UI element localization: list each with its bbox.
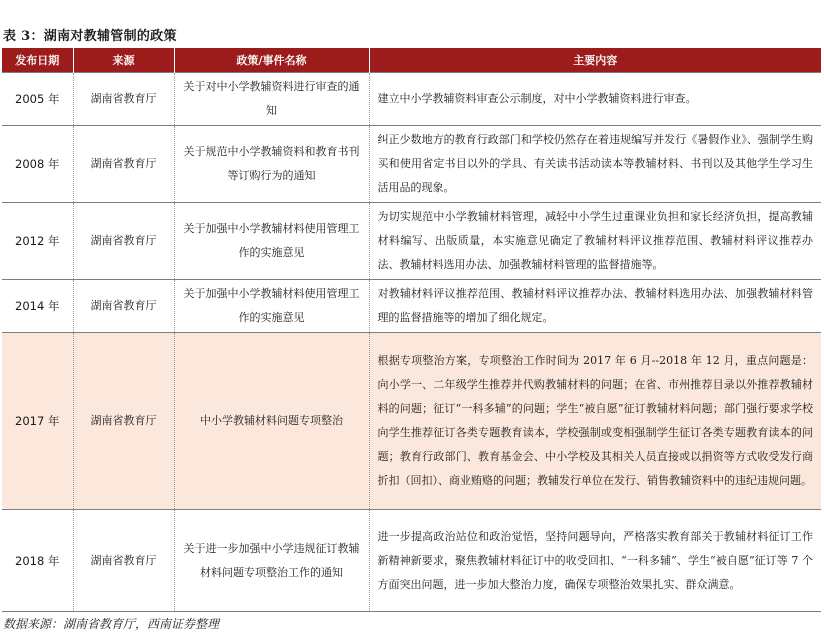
table-row [2,126,821,203]
cell-year: 2012 年 [2,203,73,280]
table-row-highlighted [2,333,821,510]
policy-table [2,48,821,612]
cell-source: 湖南省教育厅 [73,73,174,126]
cell-policy: 关于加强中小学教辅材料使用管理工作的实施意见 [174,280,369,333]
source-note: 数据来源：湖南省教育厅，西南证券整理 [3,617,220,631]
cell-policy: 关于加强中小学教辅材料使用管理工作的实施意见 [174,203,369,280]
cell-source: 湖南省教育厅 [73,280,174,333]
header-policy: 政策/事件名称 [174,48,369,73]
cell-content: 建立中小学教辅资料审查公示制度，对中小学教辅资料进行审查。 [369,73,821,126]
header-date: 发布日期 [2,48,73,73]
cell-content: 纠正少数地方的教育行政部门和学校仍然存在着违规编写并发行《暑假作业》、强制学生购买和使用省定书目以外的学具、有关读书活动读本等教辅材料、书刊以及其他学生学习生活用品的现象。 [369,126,821,203]
cell-source: 湖南省教育厅 [73,510,174,612]
cell-policy: 中小学教辅材料问题专项整治 [174,333,369,510]
table-row [2,203,821,280]
header-content: 主要内容 [369,48,821,73]
table-row [2,280,821,333]
table-row [2,73,821,126]
table-row [2,510,821,612]
cell-content: 对教辅材料评议推荐范围、教辅材料评议推荐办法、教辅材料选用办法、加强教辅材料管理的监督措施等的增加了细化规定。 [369,280,821,333]
cell-year: 2014 年 [2,280,73,333]
cell-content: 进一步提高政治站位和政治觉悟，坚持问题导向，严格落实教育部关于教辅材料征订工作新精神新要求，聚焦教辅材料征订中的收受回扣、“一科多辅”、学生“被自愿”征订等 7 个方面突出问题，进一步加大整治力度，确保专项整治效果扎实、群众满意。 [369,510,821,612]
header-source: 来源 [73,48,174,73]
cell-policy: 关于规范中小学教辅资料和教育书刊等订购行为的通知 [174,126,369,203]
cell-policy: 关于进一步加强中小学违规征订教辅材料问题专项整治工作的通知 [174,510,369,612]
cell-source: 湖南省教育厅 [73,126,174,203]
table-title: 表 3：湖南对教辅管制的政策 [3,29,177,44]
cell-year: 2008 年 [2,126,73,203]
cell-content: 根据专项整治方案，专项整治工作时间为 2017 年 6 月--2018 年 12 月，重点问题是：向小学一、二年级学生推荐并代购教辅材料的问题；在省、市州推荐目录以外推荐教辅材料的问题；征订“一科多辅”的问题；学生“被自愿”征订教辅材料问题；部门强行要求学校向学生推荐征订各类专题教育读本，学校强制或变相强制学生征订各类专题教育读本的问题；教育行政部门、教育基金会、中小学校及其相关人员直接或以捐资等方式收受发行商折扣（回扣）、商业贿赂的问题；教辅发行单位在发行、销售教辅资料中的违纪违规问题。 [369,333,821,510]
cell-year: 2017 年 [2,333,73,510]
cell-policy: 关于对中小学教辅资料进行审查的通知 [174,73,369,126]
cell-year: 2018 年 [2,510,73,612]
cell-source: 湖南省教育厅 [73,203,174,280]
table-header-row [2,48,821,73]
cell-source: 湖南省教育厅 [73,333,174,510]
cell-year: 2005 年 [2,73,73,126]
cell-content: 为切实规范中小学教辅材料管理，减轻中小学生过重课业负担和家长经济负担，提高教辅材料编写、出版质量，本实施意见确定了教辅材料评议推荐范围、教辅材料评议推荐办法、教辅材料选用办法、加强教辅材料管理的监督措施等。 [369,203,821,280]
